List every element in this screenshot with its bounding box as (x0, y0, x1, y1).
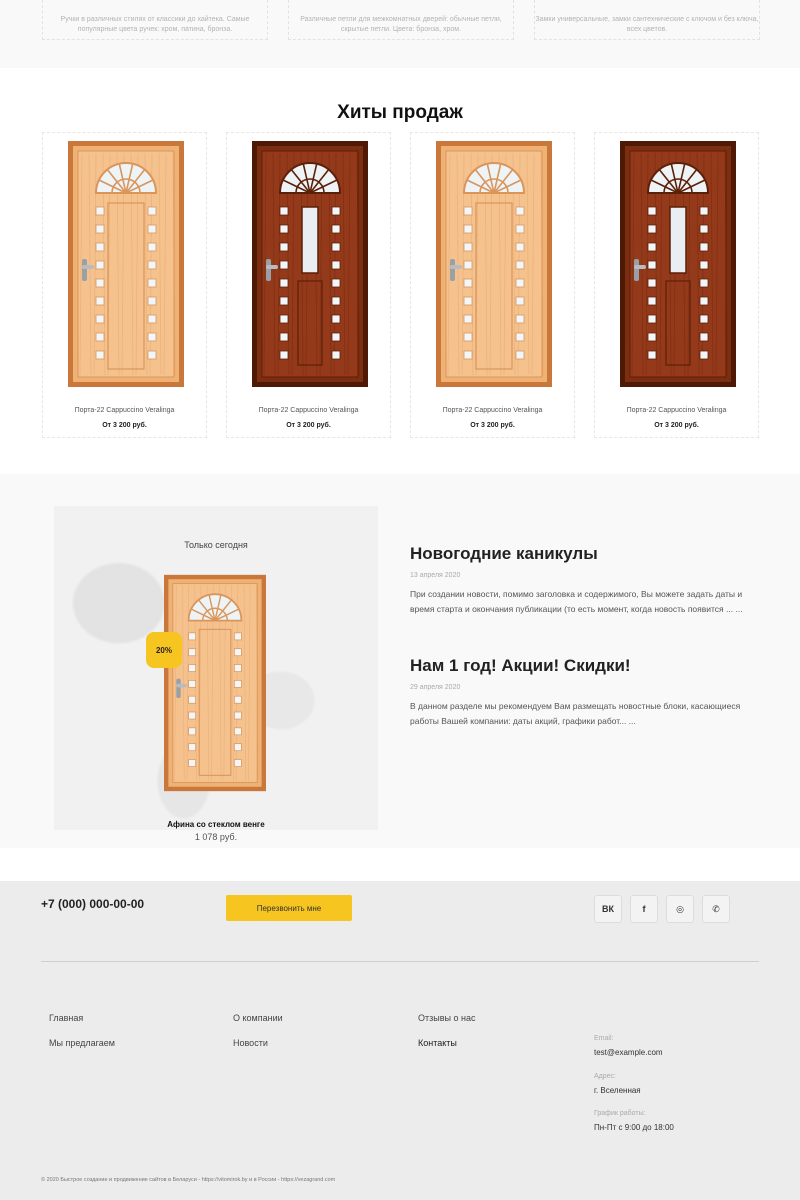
news-title[interactable]: Нам 1 год! Акции! Скидки! (410, 656, 631, 675)
news-excerpt: При создании новости, помимо заголовка и содержимого, Вы можете задать даты и время старта и окончания публикации (то есть момент, когда новость появится ... ... (410, 589, 743, 614)
product-card[interactable] (410, 132, 575, 438)
product-price: От 3 200 руб. (654, 422, 699, 429)
news-date: 29 апреля 2020 (410, 684, 461, 691)
feature-locks (534, 0, 760, 40)
product-price: От 3 200 руб. (286, 422, 331, 429)
product-price: От 3 200 руб. (470, 422, 515, 429)
vk-icon[interactable]: ВК (594, 895, 622, 923)
hours-value: Пн-Пт с 9:00 до 18:00 (594, 1123, 674, 1132)
news-excerpt: В данном разделе мы рекомендуем Вам размещать новостные блоки, касающиеся работы Вашей компании: даты акций, графики работ... ... (410, 701, 741, 726)
product-name[interactable]: Порта-22 Cappuccino Veralinga (442, 407, 543, 414)
feature-text: Замки универсальные, замки сантехнические с ключом и без ключа, всех цветов. (535, 16, 759, 33)
news-item (410, 656, 770, 729)
callback-button[interactable]: Перезвонить мне (226, 895, 352, 921)
footer-link-news[interactable]: Новости (233, 1038, 268, 1048)
footer-link-contacts[interactable]: Контакты (418, 1038, 457, 1048)
product-name[interactable]: Порта-22 Cappuccino Veralinga (258, 407, 359, 414)
promo-label: Только сегодня (184, 540, 248, 550)
footer (0, 881, 800, 1200)
promo-product-name[interactable]: Афина со стеклом венге (167, 820, 265, 829)
address-label: Адрес: (594, 1073, 616, 1080)
instagram-icon[interactable]: ◎ (666, 895, 694, 923)
product-card[interactable] (226, 132, 391, 438)
footer-link-offers[interactable]: Мы предлагаем (49, 1038, 115, 1048)
whatsapp-icon[interactable]: ✆ (702, 895, 730, 923)
promo-card[interactable] (54, 506, 378, 842)
footer-link-about[interactable]: О компании (233, 1013, 283, 1023)
product-name[interactable]: Порта-22 Cappuccino Veralinga (74, 407, 175, 414)
discount-badge: 20% (146, 632, 182, 668)
feature-text: Различные петли для межкомнатных дверей: обычные петли, скрытые петли. Цвета: бронза, хром. (300, 16, 502, 33)
door-image[interactable] (252, 141, 368, 387)
door-image[interactable] (68, 141, 184, 387)
feature-handles (42, 0, 268, 40)
footer-phone[interactable]: +7 (000) 000-00-00 (41, 897, 145, 911)
news-section (0, 474, 800, 848)
product-card[interactable] (594, 132, 759, 438)
news-title[interactable]: Новогодние каникулы (410, 544, 598, 563)
footer-divider (41, 961, 759, 962)
address-value: г. Вселенная (594, 1086, 641, 1095)
email-label: Email: (594, 1035, 614, 1042)
product-name[interactable]: Порта-22 Cappuccino Veralinga (626, 407, 727, 414)
door-image[interactable] (620, 141, 736, 387)
facebook-icon[interactable]: f (630, 895, 658, 923)
hours-label: График работы: (594, 1110, 646, 1117)
product-card[interactable] (42, 132, 207, 438)
footer-link-reviews[interactable]: Отзывы о нас (418, 1013, 476, 1023)
footer-link-home[interactable]: Главная (49, 1013, 84, 1023)
promo-product-price: 1 078 руб. (194, 832, 238, 842)
hits-title: Хиты продаж (337, 102, 463, 123)
product-price: От 3 200 руб. (102, 422, 147, 429)
email-value[interactable]: test@example.com (594, 1048, 663, 1057)
door-image[interactable] (436, 141, 552, 387)
news-date: 13 апреля 2020 (410, 572, 461, 579)
promo-door-image[interactable] (164, 558, 266, 808)
feature-hinges (288, 0, 514, 40)
copyright: © 2020 Быстрое создание и продвижение сайтов в Беларуси - https://vitomirok.by и в России - https://vezagrand.com (41, 1177, 336, 1183)
features-strip (0, 0, 800, 68)
news-item (410, 544, 770, 617)
feature-text: Ручки в различных стилях от классики до хайтека. Самые популярные цвета ручек: хром, патина, бронза. (60, 16, 250, 33)
